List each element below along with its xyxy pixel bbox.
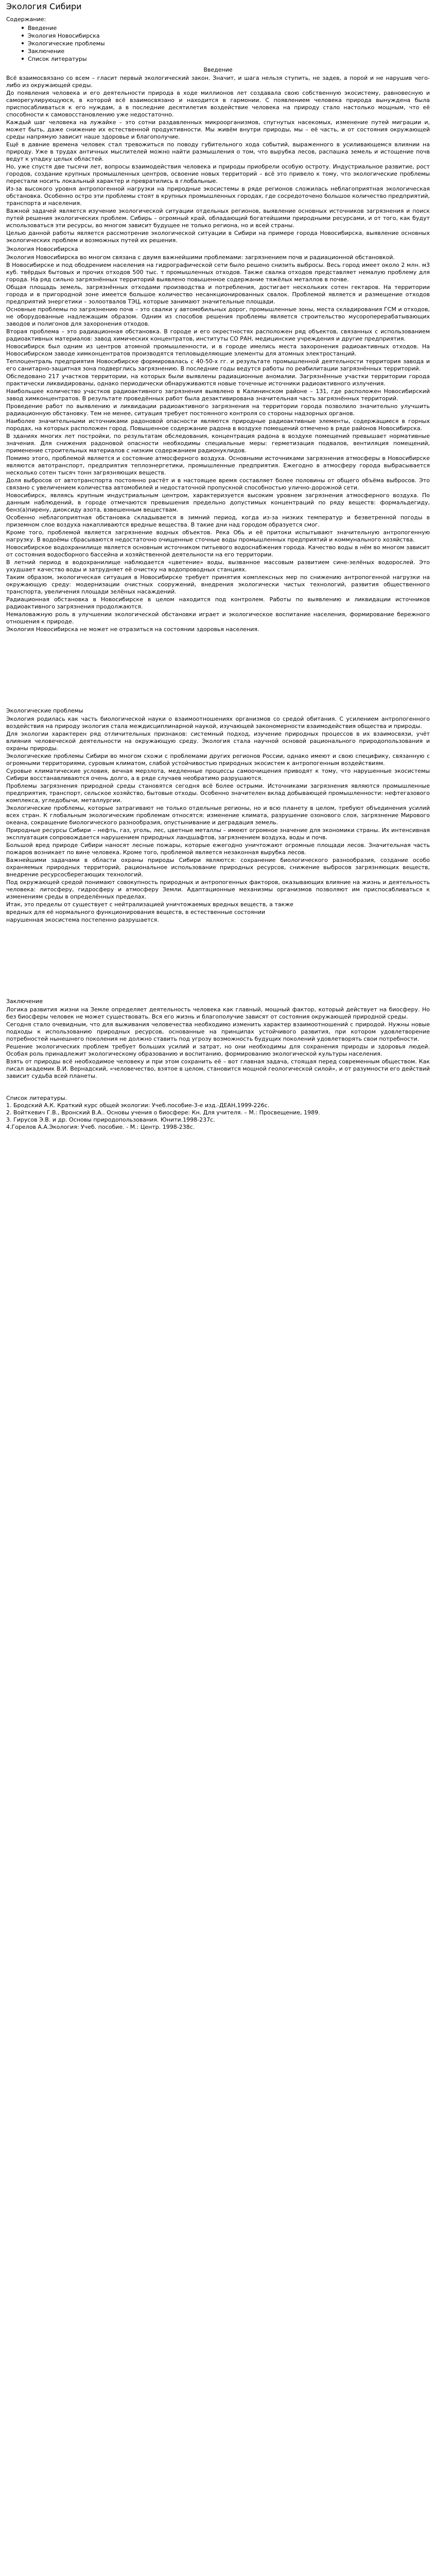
problems-paragraph: Большой вред природе Сибири наносят лесные пожары, которые ежегодно уничтожают огромные площади лесов. Значительная часть пожаров возникает по вине человека. Кроме того, проблемой является незаконная вырубка лесов. <box>6 842 430 856</box>
problems-paragraph: вредных для её нормального функционирования веществ, в естественные состоянии <box>6 909 266 916</box>
intro-paragraph: Важной задачей является изучение экологической ситуации отдельных регионов, выявление основных источников загрязнения и поиск путей решения экологических проблем. Сибирь – огромный край, обладающий богатейшими природными ресурсами, и от того, как будут использоваться эти ресурсы, во многом зависит будущее не только региона, но и всей страны. <box>6 208 430 229</box>
intro-paragraph: Ещё в давние времена человек стал тревожиться по поводу губительного хода событий, выраженного в усиливающемся влиянии на природу. Уже в трудах античных мыслителей можно найти размышления о том, что вырубка лесов, распашка земель и истощение почв ведут к упадку целых областей. <box>6 141 430 162</box>
novosibirsk-paragraph: Таким образом, экологическая ситуация в Новосибирске требует принятия комплексных мер по снижению антропогенной нагрузки на окружающую среду: модернизации очистных сооружений, внедрения экологически чистых технологий, развития общественного транспорта, увеличения площади зелёных насаждений. <box>6 574 430 595</box>
problems-paragraph: Экологические проблемы, которые затрагивают не только отдельные регионы, но и всю планету в целом, требуют объединения усилий всех стран. К глобальным экологическим проблемам относятся: изменение климата, разрушение озонового слоя, загрязнение Мирового океана, сокращение биологического разнообразия, опустынивание и деградация земель. <box>6 805 430 826</box>
problems-paragraph: Важнейшими задачами в области охраны природы Сибири являются: сохранение биологического разнообразия, создание особо охраняемых природных территорий, рациональное использование природных ресурсов, снижение выбросов загрязняющих веществ, внедрение ресурсосберегающих технологий. <box>6 857 430 878</box>
toc-item-novosibirsk[interactable]: Экология Новосибирска <box>22 32 430 40</box>
problems-paragraph: Суровые климатические условия, вечная мерзлота, медленные процессы самоочищения приводят к тому, что нарушенные экосистемы Сибири восстанавливаются очень долго, а в ряде случаев необратимо разрушаются. <box>6 768 430 782</box>
problems-paragraph: Экология родилась как часть биологической науки о взаимоотношениях организмов со средой обитания. С усилением антропогенного воздействия на природу экология стала междисциплинарной наукой, изучающей закономерности взаимодействия общества и природы. <box>6 716 430 730</box>
problems-paragraph: Под окружающей средой понимают совокупность природных и антропогенных факторов, оказывающих влияние на жизнь и деятельность человека: литосферу, гидросферу и атмосферу Земли. Адаптационные механизмы организмов позволяют им приспосабливаться к изменениям среды в определённых пределах. <box>6 879 430 900</box>
novosibirsk-paragraph: Новосибирское водохранилище является основным источником питьевого водоснабжения города. Качество воды в нём во многом зависит от состояния водосборного бассейна и хозяйственной деятельности на его территории. <box>6 544 430 558</box>
intro-paragraph: Всё взаимосвязано со всем – гласит первый экологический закон. Значит, и шага нельзя ступить, не задев, а порой и не нарушив чего-либо из окружающей среды. <box>6 75 430 89</box>
novosibirsk-paragraph: Экология Новосибирска не может не отразиться на состоянии здоровья населения. <box>6 626 259 633</box>
intro-paragraph: До появления человека и его деятельности природа в ходе миллионов лет создавала свою собственную экосистему, равновесную и саморегулирующуюся, в которой всё взаимосвязано и находится в гармонии. С появлением человека природа вынуждена была приспосабливаться к его нуждам, а в последние десятилетия воздействие человека на природу стало настолько мощным, что её способности к самовосстановлению уже недостаточно. <box>6 90 430 118</box>
section-intro <box>6 75 430 244</box>
intro-paragraph: Каждый шаг человека на лужайке – это сотни раздавленных микроорганизмов, спугнутых насекомых, изменение путей миграции и, может быть, даже снижение их естественной продуктивности. Мы живём внутри природы, мы – её часть, и от состояния окружающей среды напрямую зависит наше здоровье и благополучие. <box>6 119 430 140</box>
toc-item-intro[interactable]: Введение <box>22 24 430 32</box>
novosibirsk-paragraph: В летний период в водохранилище наблюдается «цветение» воды, вызванное массовым развитием сине-зелёных водорослей. Это ухудшает качество воды и затрудняет её очистку на водопроводных станциях. <box>6 559 430 573</box>
reference-item: 2. Войткевич Г.В., Вронский В.А.. Основы учения о биосфере: Кн. Для учителя. – М.: Просвещение, 1989. <box>6 1109 320 1116</box>
page-title: Экология Сибири <box>6 2 82 11</box>
references-heading: Список литературы. <box>6 1095 67 1101</box>
novosibirsk-paragraph: Обследовано 217 участков территории, на которых были выявлены радиационные аномалии. Загрязнённые участки территории города практически ликвидированы, однако периодически обнаруживаются новые точечные источники радиоактивного излучения. <box>6 373 430 387</box>
section-heading-novosibirsk: Экология Новосибирска <box>6 246 78 252</box>
novosibirsk-paragraph: Вторая проблема – это радиационная обстановка. В городе и его окрестностях расположен ряд объектов, связанных с использованием радиоактивных материалов: завод химических концентратов, институты СО РАН, медицинские учреждения и другие предприятия. <box>6 328 430 342</box>
novosibirsk-paragraph: Экология Новосибирска во многом связана с двумя важнейшими проблемами: загрязнением почв и радиационной обстановкой. <box>6 254 395 261</box>
problems-paragraph: Проблемы загрязнения природной среды становятся сегодня всё более острыми. Источниками загрязнения являются промышленные предприятия, транспорт, сельское хозяйство, бытовые отходы. Особенно значителен вклад добывающей промышленности: нефтегазового комплекса, угледобычи, металлургии. <box>6 783 430 804</box>
table-of-contents <box>6 24 430 63</box>
conclusion-paragraph: Взять от природы всё необходимое человеку и при этом сохранить её – вот главная задача, стоящая перед современным обществом. Как писал академик В.И. Вернадский, «человечество, взятое в целом, становится мощной геологической силой», и от разумности его действий зависит судьба всей планеты. <box>6 1058 430 1079</box>
novosibirsk-paragraph: В зданиях многих лет постройки, по результатам обследования, концентрация радона в воздухе помещений превышает нормативные значения. Для снижения радоновой опасности необходимы специальные меры: герметизация подвалов, вентиляция помещений, применение строительных материалов с низким содержанием радионуклидов. <box>6 433 430 454</box>
novosibirsk-paragraph: Наиболее значительными источниками радоновой опасности являются природные радиоактивные элементы, содержащиеся в горных породах, на которых расположен город. Повышенное содержание радона в воздухе помещений отмечено в ряде районов Новосибирска. <box>6 418 430 432</box>
novosibirsk-paragraph: Проведение работ по выявлению и ликвидации радиоактивного загрязнения на территории города позволило значительно улучшить радиационную обстановку. Тем не менее, ситуация требует постоянного контроля со стороны надзорных органов. <box>6 403 430 417</box>
section-heading-intro: Введение <box>203 66 233 73</box>
novosibirsk-paragraph: Теплоцентраль предприятия Новосибирске формировалась с 40-50-х гг. и результате промышленной деятельности территория завода и его санитарно-защитная зона подверглись загрязнению. В последние годы ведутся работы по реабилитации загрязнённых территорий. <box>6 358 430 372</box>
conclusion-paragraph: Решение экологических проблем требует больших усилий и затрат, но они необходимы для сохранения природы и здоровья людей. Особая роль принадлежит экологическому образованию и воспитанию, формированию экологической культуры населения. <box>6 1043 430 1057</box>
section-heading-conclusion: Заключение <box>6 998 43 1005</box>
problems-paragraph: Итак, это пределы от существует с нейтрализацией уничтожаемых вредных веществ, а также <box>6 901 293 908</box>
section-heading-problems: Экологические проблемы <box>6 707 83 714</box>
toc-item-references[interactable]: Список литературы <box>22 55 430 63</box>
intro-paragraph: Целью данной работы является рассмотрение экологической ситуации в Сибири на примере города Новосибирска, выявление основных экологических проблем и возможных путей их решения. <box>6 230 430 244</box>
novosibirsk-paragraph: Немаловажную роль в улучшении экологической обстановки играет и экологическое воспитание населения, формирование бережного отношения к природе. <box>6 611 430 625</box>
spacer <box>6 924 430 996</box>
document <box>0 1 436 1131</box>
novosibirsk-paragraph: В Новосибирске и под ободрением населения на гидрографической сети было решено снизить выбросы. Весь город имеет около 2 млн. м3 куб. твёрдых бытовых и прочих отходов 500 тыс. т промышленных отходов. Также свалка отходов представляет немалую проблему для города. На ряд сильно загрязнённых территорий выявлено повышенное содержание тяжёлых металлов в почве. <box>6 262 430 283</box>
intro-paragraph: Но, уже спустя две тысячи лет, вопросы взаимодействия человека и природы приобрели особую остроту. Индустриальное развитие, рост городов, создание крупных промышленных центров, освоение новых территорий – всё это привело к тому, что экологические проблемы перестали носить локальный характер и превратились в глобальные. <box>6 163 430 184</box>
toc-item-problems[interactable]: Экологические проблемы <box>22 40 430 47</box>
reference-item: 4.Горелов А.А.Экология: Учеб. пособие. - М.: Центр. 1998-238с. <box>6 1124 195 1130</box>
novosibirsk-paragraph: Наибольшее количество участков радиоактивного загрязнения выявлено в Калининском районе – 131, где расположен Новосибирский завод химконцентратов. В результате проведённых работ была дезактивирована значительная часть загрязнённых территорий. <box>6 388 430 402</box>
novosibirsk-paragraph: Кроме того, проблемой является загрязнение водных объектов. Река Обь и её притоки испытывают значительную антропогенную нагрузку. В водоёмы сбрасываются недостаточно очищенные сточные воды промышленных предприятий и коммунального хозяйства. <box>6 529 430 543</box>
references-list <box>6 1102 430 1131</box>
novosibirsk-paragraph: Доля выбросов от автотранспорта постоянно растёт и в настоящее время составляет более половины от общего объёма выбросов. Это связано с увеличением количества автомобилей и недостаточной пропускной способностью улично-дорожной сети. <box>6 477 430 491</box>
reference-item: 3. Гирусов Э.В. и др. Основы природопользования. Юнити.1998-237с. <box>6 1116 215 1123</box>
novosibirsk-paragraph: Общая площадь земель, загрязнённых отходами производства и потребления, достигает нескольких сотен гектаров. На территории города и в пригородной зоне имеется большое количество несанкционированных свалок. Проблемой является и размещение отходов предприятий энергетики – золоотвалов ТЭЦ, которые занимают значительные площади. <box>6 284 430 305</box>
section-conclusion <box>6 1006 430 1080</box>
problems-paragraph: Для экологии характерен ряд отличительных признаков: системный подход, изучение природных процессов в их взаимосвязи, учёт влияния человеческой деятельности на окружающую среду. Экология стала научной основой рационального природопользования и охраны природы. <box>6 731 430 752</box>
conclusion-paragraph: Логика развития жизни на Земле определяет деятельность человека как главный, мощный фактор, который действует на биосферу. Но без биосферы человек не может существовать. Вся его жизнь и благополучие зависят от состояния окружающей природной среды. <box>6 1006 430 1020</box>
section-novosibirsk <box>6 254 430 633</box>
problems-paragraph: нарушенная экосистема постепенно разрушается. <box>6 917 159 923</box>
problems-paragraph: Природные ресурсы Сибири – нефть, газ, уголь, лес, цветные металлы – имеют огромное значение для экономики страны. Их интенсивная эксплуатация сопровождается нарушением природных ландшафтов, загрязнением воздуха, воды и почв. <box>6 827 430 841</box>
conclusion-paragraph: Сегодня стало очевидным, что для выживания человечества необходимо изменить характер взаимоотношений с природой. Нужны новые подходы к использованию природных ресурсов, основанные на принципах устойчивого развития, при котором удовлетворение потребностей нынешнего поколения не должно ставить под угрозу возможность будущих поколений удовлетворять свои потребности. <box>6 1021 430 1042</box>
spacer <box>6 634 430 706</box>
novosibirsk-paragraph: Новосибирск, являясь крупным индустриальным центром, характеризуется высоким уровнем загрязнения атмосферного воздуха. По данным наблюдений, в городе отмечаются превышения предельно допустимых концентраций по ряду веществ: формальдегиду, бенз(а)пирену, диоксиду азота, взвешенным веществам. <box>6 492 430 513</box>
spacer <box>6 1080 430 1095</box>
toc-item-conclusion[interactable]: Заключение <box>22 47 430 55</box>
section-problems <box>6 716 430 924</box>
novosibirsk-paragraph: Радиационная обстановка в Новосибирске в целом находится под контролем. Работы по выявлению и ликвидации источников радиоактивного загрязнения продолжаются. <box>6 596 430 610</box>
toc-heading: Содержание: <box>6 16 46 23</box>
intro-paragraph: Из-за высокого уровня антропогенной нагрузки на природные экосистемы в ряде регионов сложилась неблагоприятная экологическая обстановка. Особенно остро эти проблемы стоят в крупных промышленных городах, где сосредоточено большое количество предприятий, транспорта и населения. <box>6 185 430 207</box>
novosibirsk-paragraph: Основные проблемы по загрязнению почв – это свалки у автомобильных дорог, промышленные зоны, места складирования ГСМ и отходов, не оборудованные надлежащим образом. Одним из способов решения проблемы является строительство мусороперерабатывающих заводов и полигонов для захоронения отходов. <box>6 306 430 327</box>
reference-item: 1. Бродский А.К. Краткий курс общей экологии: Учеб.пособие-3-е изд.-ДЕАН,1999-226с. <box>6 1102 270 1109</box>
novosibirsk-paragraph: Помимо этого, проблемой является и состояние атмосферного воздуха. Основными источниками загрязнения атмосферы в Новосибирске являются автотранспорт, предприятия теплоэнергетики, промышленные предприятия. Ежегодно в атмосферу города выбрасывается несколько сотен тысяч тонн загрязняющих веществ. <box>6 455 430 476</box>
novosibirsk-paragraph: Особенно неблагоприятная обстановка складывается в зимний период, когда из-за низких температур и безветренной погоды в приземном слое воздуха накапливаются вредные вещества. В такие дни над городом образуется смог. <box>6 514 430 528</box>
problems-paragraph: Экологические проблемы Сибири во многом схожи с проблемами других регионов России, однако имеют и свою специфику, связанную с огромными территориями, суровым климатом, слабой устойчивостью природных экосистем к антропогенным воздействиям. <box>6 753 430 767</box>
novosibirsk-paragraph: Новосибирск был одним из центров атомной промышленности, и в городе имелись места захоронения радиоактивных отходов. На Новосибирском заводе химконцентратов производятся тепловыделяющие элементы для атомных электростанций. <box>6 343 430 357</box>
